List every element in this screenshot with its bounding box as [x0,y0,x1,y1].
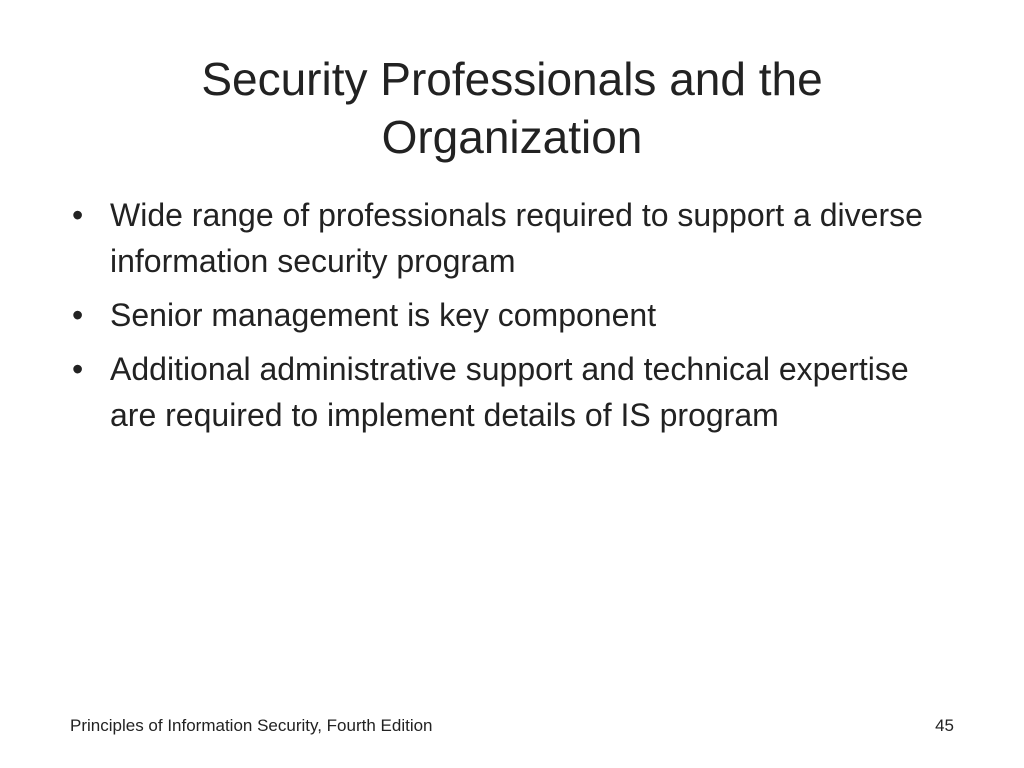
bullet-item [70,346,950,438]
slide-title-line-2: Organization [381,111,643,163]
bullet-list [70,192,950,446]
slide-title [90,50,934,166]
bullet-point-icon: • [72,197,84,233]
bullet-text: Additional administrative support and technical expertise are required to implement details of IS program [110,351,909,433]
bullet-point-icon: • [72,297,84,333]
bullet-text: Wide range of professionals required to support a diverse information security program [110,197,923,279]
bullet-point-icon: • [72,351,84,387]
bullet-text: Senior management is key component [110,297,657,333]
bullet-item [70,192,950,284]
bullet-item [70,292,950,338]
slide-title-line-1: Security Professionals and the [201,53,823,105]
footer-book-title: Principles of Information Security, Fourth Edition [70,716,433,735]
footer-page-number: 45 [935,716,954,735]
